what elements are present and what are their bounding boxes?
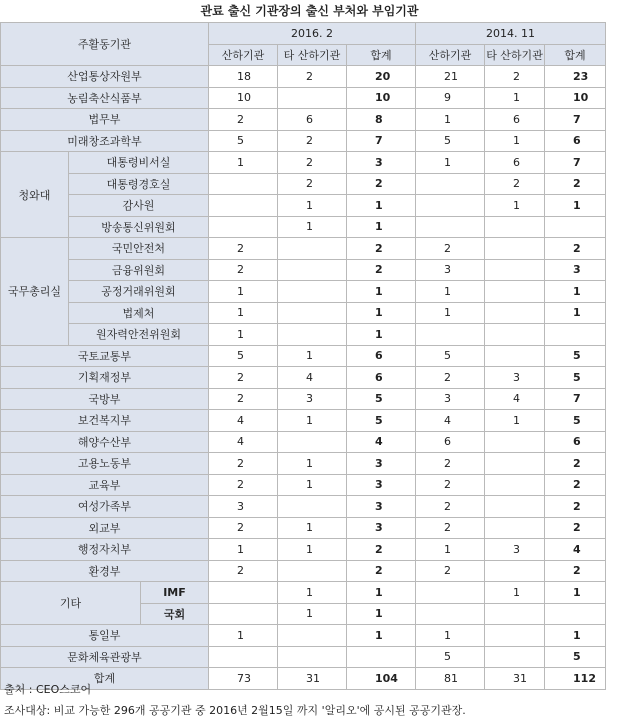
value-cell: 1 bbox=[545, 302, 606, 324]
org-name: 미래창조과학부 bbox=[1, 130, 209, 152]
value-cell bbox=[416, 216, 485, 238]
group-label: 청와대 bbox=[1, 152, 69, 238]
value-cell: 4 bbox=[209, 410, 278, 432]
value-cell bbox=[485, 431, 545, 453]
value-cell bbox=[278, 302, 347, 324]
table-row bbox=[1, 109, 606, 131]
value-cell: 1 bbox=[485, 87, 545, 109]
table-row bbox=[1, 388, 606, 410]
value-cell bbox=[416, 195, 485, 217]
table-row bbox=[1, 517, 606, 539]
value-cell bbox=[278, 431, 347, 453]
value-cell bbox=[278, 646, 347, 668]
value-cell bbox=[545, 603, 606, 625]
value-cell: 2 bbox=[416, 367, 485, 389]
value-cell: 1 bbox=[347, 195, 416, 217]
value-cell: 1 bbox=[209, 302, 278, 324]
value-cell: 1 bbox=[347, 603, 416, 625]
value-cell: 6 bbox=[485, 109, 545, 131]
org-name: 보건복지부 bbox=[1, 410, 209, 432]
value-cell: 1 bbox=[485, 195, 545, 217]
org-name: 금융위원회 bbox=[69, 259, 209, 281]
value-cell bbox=[278, 238, 347, 260]
value-cell: 6 bbox=[416, 431, 485, 453]
org-name: 교육부 bbox=[1, 474, 209, 496]
value-cell: 1 bbox=[416, 302, 485, 324]
value-cell: 1 bbox=[209, 625, 278, 647]
org-name: 방송통신위원회 bbox=[69, 216, 209, 238]
value-cell: 2 bbox=[347, 238, 416, 260]
value-cell: 5 bbox=[545, 345, 606, 367]
value-cell: 3 bbox=[347, 453, 416, 475]
value-cell: 3 bbox=[209, 496, 278, 518]
value-cell: 7 bbox=[545, 388, 606, 410]
value-cell bbox=[278, 324, 347, 346]
value-cell: 3 bbox=[347, 474, 416, 496]
value-cell: 2 bbox=[209, 259, 278, 281]
value-cell bbox=[209, 173, 278, 195]
org-name: 원자력안전위원회 bbox=[69, 324, 209, 346]
value-cell: 2 bbox=[347, 259, 416, 281]
value-cell: 2 bbox=[545, 238, 606, 260]
value-cell: 2 bbox=[209, 517, 278, 539]
value-cell: 1 bbox=[278, 216, 347, 238]
value-cell: 2 bbox=[209, 109, 278, 131]
value-cell bbox=[347, 646, 416, 668]
value-cell bbox=[485, 474, 545, 496]
value-cell: 1 bbox=[278, 517, 347, 539]
value-cell: 2 bbox=[347, 173, 416, 195]
value-cell: 1 bbox=[278, 603, 347, 625]
value-cell: 2 bbox=[347, 539, 416, 561]
value-cell bbox=[485, 238, 545, 260]
org-name: 환경부 bbox=[1, 560, 209, 582]
value-cell bbox=[485, 345, 545, 367]
table-row bbox=[1, 367, 606, 389]
value-cell: 2 bbox=[209, 560, 278, 582]
value-cell: 2 bbox=[485, 66, 545, 88]
value-cell: 31 bbox=[485, 668, 545, 690]
value-cell: 2 bbox=[485, 173, 545, 195]
value-cell: 3 bbox=[416, 388, 485, 410]
value-cell: 4 bbox=[545, 539, 606, 561]
data-table bbox=[0, 22, 606, 690]
value-cell: 1 bbox=[485, 130, 545, 152]
value-cell: 7 bbox=[347, 130, 416, 152]
value-cell bbox=[485, 560, 545, 582]
value-cell bbox=[485, 625, 545, 647]
value-cell: 1 bbox=[278, 410, 347, 432]
value-cell: 5 bbox=[545, 646, 606, 668]
header-other: 타 산하기관 bbox=[278, 44, 347, 66]
value-cell: 2 bbox=[278, 173, 347, 195]
value-cell bbox=[545, 216, 606, 238]
table-row bbox=[1, 431, 606, 453]
value-cell: 1 bbox=[347, 281, 416, 303]
value-cell: 1 bbox=[416, 152, 485, 174]
value-cell bbox=[278, 625, 347, 647]
org-name: 대통령비서실 bbox=[69, 152, 209, 174]
org-name: 법무부 bbox=[1, 109, 209, 131]
value-cell bbox=[485, 517, 545, 539]
value-cell: 1 bbox=[416, 539, 485, 561]
value-cell: 1 bbox=[347, 302, 416, 324]
value-cell: 6 bbox=[545, 431, 606, 453]
header-period-2016: 2016. 2 bbox=[209, 23, 416, 45]
table-row bbox=[1, 216, 606, 238]
value-cell: 5 bbox=[209, 345, 278, 367]
table-row bbox=[1, 195, 606, 217]
value-cell: 1 bbox=[209, 281, 278, 303]
value-cell: 1 bbox=[209, 152, 278, 174]
value-cell bbox=[209, 646, 278, 668]
value-cell bbox=[209, 582, 278, 604]
value-cell: 2 bbox=[416, 560, 485, 582]
value-cell: 1 bbox=[545, 582, 606, 604]
value-cell bbox=[485, 259, 545, 281]
value-cell: 1 bbox=[278, 474, 347, 496]
group-label: 기타 bbox=[1, 582, 141, 625]
table-row bbox=[1, 582, 606, 604]
value-cell: 104 bbox=[347, 668, 416, 690]
value-cell: 4 bbox=[485, 388, 545, 410]
value-cell: 6 bbox=[545, 130, 606, 152]
scope-note: 조사대상: 비교 가능한 296개 공공기관 중 2016년 2월15일 까지 '알리오'에 공시된 공공기관장. bbox=[4, 704, 466, 717]
value-cell: 4 bbox=[416, 410, 485, 432]
value-cell: 2 bbox=[416, 238, 485, 260]
value-cell bbox=[278, 560, 347, 582]
value-cell: 2 bbox=[416, 474, 485, 496]
value-cell bbox=[416, 582, 485, 604]
value-cell: 73 bbox=[209, 668, 278, 690]
org-name: 외교부 bbox=[1, 517, 209, 539]
org-name: 고용노동부 bbox=[1, 453, 209, 475]
value-cell: 3 bbox=[416, 259, 485, 281]
value-cell bbox=[416, 603, 485, 625]
value-cell: 2 bbox=[416, 517, 485, 539]
table-row bbox=[1, 259, 606, 281]
org-name: 대통령경호실 bbox=[69, 173, 209, 195]
value-cell: 1 bbox=[278, 195, 347, 217]
value-cell: 2 bbox=[278, 66, 347, 88]
value-cell: 23 bbox=[545, 66, 606, 88]
org-name: IMF bbox=[141, 582, 209, 604]
total-row bbox=[1, 668, 606, 690]
value-cell: 1 bbox=[278, 539, 347, 561]
value-cell: 2 bbox=[416, 453, 485, 475]
value-cell bbox=[545, 324, 606, 346]
value-cell bbox=[209, 216, 278, 238]
value-cell: 1 bbox=[278, 453, 347, 475]
value-cell: 2 bbox=[209, 238, 278, 260]
value-cell: 2 bbox=[347, 560, 416, 582]
value-cell bbox=[278, 281, 347, 303]
value-cell: 1 bbox=[545, 195, 606, 217]
header-total: 합계 bbox=[347, 44, 416, 66]
value-cell bbox=[485, 496, 545, 518]
value-cell: 1 bbox=[347, 625, 416, 647]
value-cell: 31 bbox=[278, 668, 347, 690]
value-cell bbox=[209, 195, 278, 217]
value-cell: 7 bbox=[545, 109, 606, 131]
org-name: 농림축산식품부 bbox=[1, 87, 209, 109]
value-cell: 5 bbox=[209, 130, 278, 152]
table-title: 관료 출신 기관장의 출신 부처와 부임기관 bbox=[200, 4, 419, 18]
value-cell: 2 bbox=[209, 474, 278, 496]
value-cell bbox=[416, 324, 485, 346]
org-name: 국토교통부 bbox=[1, 345, 209, 367]
table-row bbox=[1, 130, 606, 152]
value-cell: 5 bbox=[416, 130, 485, 152]
header-sub: 산하기관 bbox=[209, 44, 278, 66]
value-cell: 5 bbox=[347, 410, 416, 432]
value-cell: 18 bbox=[209, 66, 278, 88]
org-name: 산업통상자원부 bbox=[1, 66, 209, 88]
value-cell: 1 bbox=[416, 109, 485, 131]
value-cell: 6 bbox=[347, 345, 416, 367]
value-cell bbox=[485, 216, 545, 238]
value-cell: 4 bbox=[209, 431, 278, 453]
value-cell: 2 bbox=[209, 453, 278, 475]
value-cell: 7 bbox=[545, 152, 606, 174]
value-cell bbox=[485, 603, 545, 625]
value-cell: 1 bbox=[416, 625, 485, 647]
value-cell: 8 bbox=[347, 109, 416, 131]
value-cell bbox=[485, 324, 545, 346]
table-row bbox=[1, 238, 606, 260]
table-row bbox=[1, 496, 606, 518]
value-cell: 2 bbox=[545, 496, 606, 518]
value-cell: 6 bbox=[485, 152, 545, 174]
value-cell: 3 bbox=[545, 259, 606, 281]
org-name: 공정거래위원회 bbox=[69, 281, 209, 303]
value-cell: 5 bbox=[416, 646, 485, 668]
value-cell: 112 bbox=[545, 668, 606, 690]
value-cell: 10 bbox=[545, 87, 606, 109]
value-cell: 2 bbox=[209, 367, 278, 389]
value-cell: 5 bbox=[416, 345, 485, 367]
value-cell: 5 bbox=[347, 388, 416, 410]
value-cell bbox=[485, 281, 545, 303]
value-cell: 3 bbox=[278, 388, 347, 410]
table-row bbox=[1, 87, 606, 109]
table-row bbox=[1, 152, 606, 174]
value-cell: 1 bbox=[209, 539, 278, 561]
org-name: 기획재정부 bbox=[1, 367, 209, 389]
value-cell: 3 bbox=[347, 152, 416, 174]
org-name: 감사원 bbox=[69, 195, 209, 217]
value-cell: 1 bbox=[485, 410, 545, 432]
org-name: 국회 bbox=[141, 603, 209, 625]
header-org: 주활동기관 bbox=[1, 23, 209, 66]
table-row bbox=[1, 324, 606, 346]
value-cell: 5 bbox=[545, 367, 606, 389]
value-cell: 1 bbox=[347, 582, 416, 604]
value-cell: 3 bbox=[347, 496, 416, 518]
value-cell: 1 bbox=[209, 324, 278, 346]
value-cell: 1 bbox=[278, 582, 347, 604]
table-row bbox=[1, 539, 606, 561]
value-cell: 1 bbox=[545, 625, 606, 647]
value-cell: 3 bbox=[347, 517, 416, 539]
table-row bbox=[1, 281, 606, 303]
value-cell: 6 bbox=[347, 367, 416, 389]
value-cell bbox=[485, 453, 545, 475]
value-cell: 2 bbox=[545, 517, 606, 539]
group-label: 국무총리실 bbox=[1, 238, 69, 346]
value-cell: 1 bbox=[347, 216, 416, 238]
table-row bbox=[1, 173, 606, 195]
table-row bbox=[1, 66, 606, 88]
value-cell bbox=[485, 646, 545, 668]
table-row bbox=[1, 646, 606, 668]
value-cell: 3 bbox=[485, 367, 545, 389]
value-cell: 2 bbox=[278, 152, 347, 174]
value-cell bbox=[416, 173, 485, 195]
value-cell: 10 bbox=[209, 87, 278, 109]
value-cell: 5 bbox=[545, 410, 606, 432]
org-name: 국방부 bbox=[1, 388, 209, 410]
value-cell bbox=[278, 259, 347, 281]
table-row bbox=[1, 474, 606, 496]
value-cell bbox=[278, 496, 347, 518]
table-body bbox=[1, 66, 606, 690]
org-name: 합계 bbox=[1, 668, 209, 690]
value-cell: 2 bbox=[545, 453, 606, 475]
value-cell: 1 bbox=[545, 281, 606, 303]
value-cell: 1 bbox=[485, 582, 545, 604]
table-row bbox=[1, 453, 606, 475]
value-cell bbox=[278, 87, 347, 109]
value-cell: 1 bbox=[347, 324, 416, 346]
value-cell: 2 bbox=[545, 173, 606, 195]
value-cell: 4 bbox=[278, 367, 347, 389]
value-cell: 21 bbox=[416, 66, 485, 88]
header-total: 합계 bbox=[545, 44, 606, 66]
org-name: 문화체육관광부 bbox=[1, 646, 209, 668]
org-name: 행정자치부 bbox=[1, 539, 209, 561]
header-sub: 산하기관 bbox=[416, 44, 485, 66]
org-name: 법제처 bbox=[69, 302, 209, 324]
value-cell: 1 bbox=[416, 281, 485, 303]
value-cell: 2 bbox=[545, 560, 606, 582]
value-cell bbox=[485, 302, 545, 324]
org-name: 여성가족부 bbox=[1, 496, 209, 518]
value-cell: 20 bbox=[347, 66, 416, 88]
value-cell: 1 bbox=[278, 345, 347, 367]
value-cell bbox=[209, 603, 278, 625]
value-cell: 9 bbox=[416, 87, 485, 109]
value-cell: 10 bbox=[347, 87, 416, 109]
header-period-2014: 2014. 11 bbox=[416, 23, 606, 45]
table-row bbox=[1, 302, 606, 324]
org-name: 해양수산부 bbox=[1, 431, 209, 453]
org-name: 통일부 bbox=[1, 625, 209, 647]
table-row bbox=[1, 410, 606, 432]
value-cell: 6 bbox=[278, 109, 347, 131]
table-row bbox=[1, 625, 606, 647]
value-cell: 2 bbox=[545, 474, 606, 496]
value-cell: 2 bbox=[209, 388, 278, 410]
value-cell: 2 bbox=[278, 130, 347, 152]
value-cell: 81 bbox=[416, 668, 485, 690]
value-cell: 3 bbox=[485, 539, 545, 561]
source-note: 출처 : CEO스코어 bbox=[4, 683, 92, 696]
table-row bbox=[1, 560, 606, 582]
value-cell: 2 bbox=[416, 496, 485, 518]
org-name: 국민안전처 bbox=[69, 238, 209, 260]
header-other: 타 산하기관 bbox=[485, 44, 545, 66]
table-row bbox=[1, 345, 606, 367]
value-cell: 4 bbox=[347, 431, 416, 453]
